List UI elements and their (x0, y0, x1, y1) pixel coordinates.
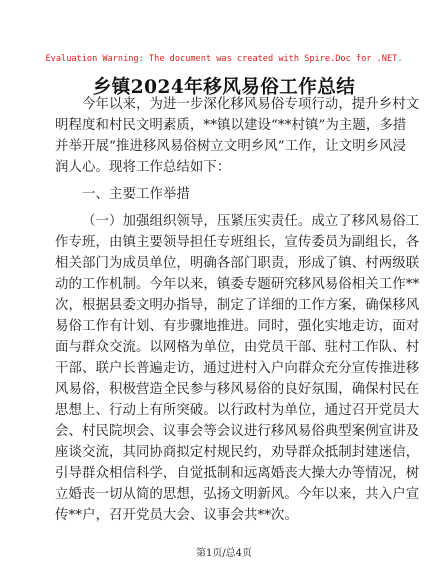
subsection-line: （一）加强组织领导，压紧压实责任。成立了移风易俗工 (82, 214, 420, 229)
body-line: 明程度和村民文明素质，**镇以建设“**村镇”为主题，多措 (55, 118, 407, 133)
body-line: 次，根据县委文明办指导，制定了详细的工作方案，确保移风 (55, 298, 420, 313)
body-line: 思想上、行动上有所突破。以行政村为单位，通过召开党员大 (55, 403, 420, 418)
document-title: 乡镇2024年移风易俗工作总结 (92, 77, 356, 98)
body-line: 风易俗，积极营造全民参与移风易俗的良好氛围，确保村民在 (55, 382, 420, 397)
section-heading: 一、主要工作举措 (82, 187, 190, 202)
body-line: 润人心。现将工作总结如下： (55, 160, 231, 175)
body-line: 传**户，召开党员大会、议事会共**次。 (55, 508, 299, 523)
body-line: 相关部门为成员单位，明确各部门职责，形成了镇、村两级联 (55, 256, 420, 271)
body-line: 并举开展“推进移风易俗树立文明乡风”工作，让文明乡风浸 (55, 139, 407, 154)
body-line: 动的工作机制。今年以来，镇委专题研究移风易俗相关工作** (55, 277, 420, 292)
evaluation-warning: Evaluation Warning: The document was created with Spire.Doc for .NET. (45, 54, 403, 64)
body-line: 引导群众相信科学，自觉抵制和远离婚丧大操大办等情况，树 (55, 466, 420, 481)
body-line: 作专班，由镇主要领导担任专班组长，宣传委员为副组长，各 (55, 235, 420, 250)
body-line: 座谈交流，其同协商拟定村规民约，劝导群众抵制封建迷信， (55, 445, 420, 460)
body-line: 易俗工作有计划、有步骤地推进。同时，强化实地走访，面对 (55, 319, 420, 334)
body-line: 立婚丧一切从简的思想，弘扬文明新风。今年以来，共入户宣 (55, 487, 420, 502)
body-line: 今年以来，为进一步深化移风易俗专项行动，提升乡村文 (82, 97, 420, 112)
body-line: 会、村民院坝会、议事会等会议进行移风易俗典型案例宣讲及 (55, 424, 420, 439)
page-footer: 第1页/总4页 (195, 548, 253, 559)
body-line: 干部、联户长普遍走访，通过进村入户向群众充分宣传推进移 (55, 361, 420, 376)
body-line: 面与群众交流。以网格为单位，由党员干部、驻村工作队、村 (55, 340, 420, 355)
